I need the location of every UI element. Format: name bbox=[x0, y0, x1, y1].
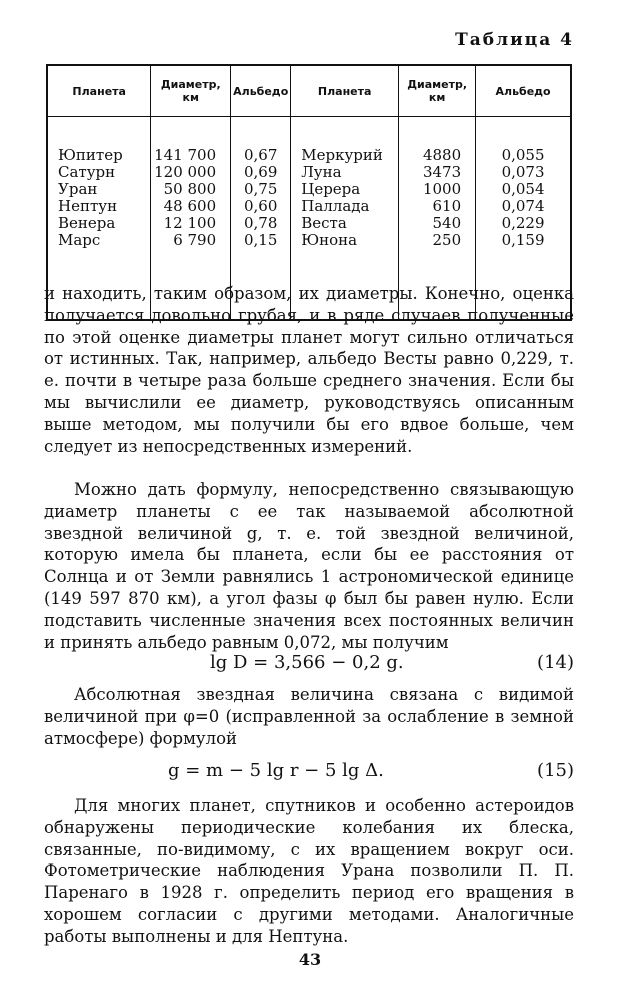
planet-diameter: 1000 bbox=[422, 180, 462, 198]
planet-diameter: 3473 bbox=[422, 163, 462, 181]
planet-albedo: 0,073 bbox=[501, 163, 545, 181]
planet-albedo: 0,69 bbox=[243, 163, 278, 181]
planet-diameter: 4880 bbox=[422, 146, 462, 164]
planet-name: Веста bbox=[301, 214, 347, 232]
planet-albedo: 0,229 bbox=[501, 214, 545, 232]
planet-name: Венера bbox=[58, 214, 116, 232]
header-planet-2: Планета bbox=[291, 65, 399, 117]
planet-diameter: 540 bbox=[432, 214, 462, 232]
header-diameter-2: Диаметр, км bbox=[399, 65, 476, 117]
planet-albedo: 0,054 bbox=[501, 180, 545, 198]
paragraph-3: Абсолютная звездная величина связана с видимой величиной при φ=0 (исправленной за ослабление в земной атмосфере) формулой bbox=[44, 685, 574, 748]
header-planet: Планета bbox=[47, 65, 151, 117]
planet-albedo: 0,055 bbox=[501, 146, 545, 164]
planet-diameter: 141 700 bbox=[154, 146, 217, 164]
planet-name: Паллада bbox=[301, 197, 370, 215]
planet-name: Луна bbox=[301, 163, 342, 181]
planet-diameter: 610 bbox=[432, 197, 462, 215]
planet-albedo: 0,75 bbox=[243, 180, 278, 198]
planet-diameter: 6 790 bbox=[173, 231, 217, 249]
table-header-row bbox=[47, 65, 571, 117]
planet-albedo: 0,78 bbox=[243, 214, 278, 232]
planet-name: Марс bbox=[58, 231, 101, 249]
header-albedo-2: Альбедо bbox=[476, 65, 571, 117]
planet-albedo: 0,15 bbox=[243, 231, 278, 249]
planet-diameter: 48 600 bbox=[163, 197, 217, 215]
header-albedo: Альбедо bbox=[231, 65, 291, 117]
paragraph-4: Для многих планет, спутников и особенно астероидов обнаружены периодические колебания их блеска, связанные, по-видимому, с их вращением вокруг оси. Фотометрические наблюдения Урана позволили П. П. Паренаго в 1928 г. определить период его вращения в хорошем согласии с другими методами. Аналогичные работы выполнены и для Нептуна. bbox=[44, 796, 574, 946]
planet-albedo: 0,074 bbox=[501, 197, 545, 215]
paragraph-2: Можно дать формулу, непосредственно связывающую диаметр планеты с ее так называемой абсолютной звездной величиной g, т. е. той звездной величиной, которую имела бы планета, если бы ее расстояния от Солнца и от Земли равнялись 1 астрономической единице (149 597 870 км), а угол фазы φ был бы равен нулю. Если подставить численные значения всех постоянных величин и принять альбедо равным 0,072, мы получим bbox=[44, 480, 574, 652]
planet-name: Меркурий bbox=[301, 146, 383, 164]
planet-albedo: 0,67 bbox=[243, 146, 278, 164]
planet-name: Юнона bbox=[301, 231, 358, 249]
planet-name: Уран bbox=[58, 180, 98, 198]
table-caption: Таблица 4 bbox=[455, 30, 574, 50]
formula-14-number: (14) bbox=[537, 652, 574, 673]
planet-diameter: 12 100 bbox=[163, 214, 217, 232]
planet-name: Сатурн bbox=[58, 163, 116, 181]
header-diameter: Диаметр, км bbox=[151, 65, 231, 117]
planet-diameter: 120 000 bbox=[154, 163, 217, 181]
formula-15: g = m − 5 lg r − 5 lg Δ. bbox=[168, 760, 384, 781]
planet-diameter: 250 bbox=[432, 231, 462, 249]
planet-diameter: 50 800 bbox=[163, 180, 217, 198]
planet-albedo: 0,159 bbox=[501, 231, 545, 249]
planet-name: Нептун bbox=[58, 197, 118, 215]
planet-name: Церера bbox=[301, 180, 361, 198]
planet-albedo: 0,60 bbox=[243, 197, 278, 215]
paragraph-1: и находить, таким образом, их диаметры. Конечно, оценка получается довольно грубая, и в ряде случаев полученные по этой оценке диаметры планет могут сильно отличаться от истинных. Так, например, альбедо Весты равно 0,229, т. е. почти в четыре раза больше среднего значения. Если бы мы вычислили ее диаметр, руководствуясь описанным выше методом, мы получили бы его вдвое больше, чем следует из непосредственных измерений. bbox=[44, 284, 574, 456]
formula-14: lg D = 3,566 − 0,2 g. bbox=[210, 652, 404, 673]
page-number: 43 bbox=[298, 950, 322, 969]
planet-name: Юпитер bbox=[58, 146, 123, 164]
formula-15-number: (15) bbox=[537, 760, 574, 781]
